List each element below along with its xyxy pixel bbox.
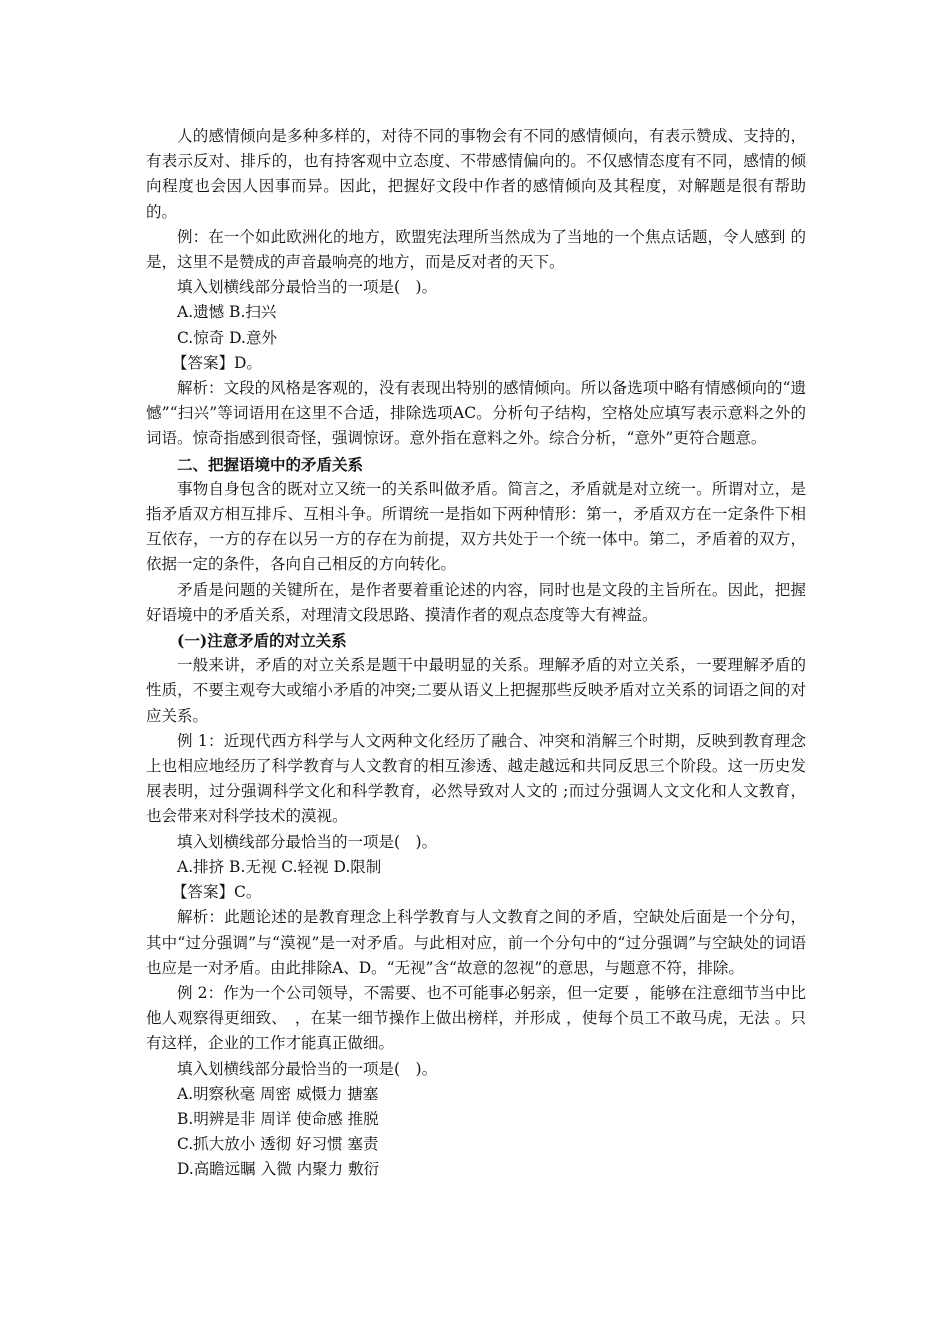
body-paragraph: 矛盾是问题的关键所在，是作者要着重论述的内容，同时也是文段的主旨所在。因此，把握好语境中的矛盾关系，对理清文段思路、摸清作者的观点态度等大有裨益。: [146, 580, 806, 624]
body-paragraph: 一般来讲，矛盾的对立关系是题干中最明显的关系。理解矛盾的对立关系，一要理解矛盾的性质，不要主观夸大或缩小矛盾的冲突;二要从语义上把握那些反映矛盾对立关系的词语之间的对应关系。: [146, 656, 806, 725]
option-line: D.高瞻远瞩 入微 内聚力 敷衍: [177, 1160, 380, 1179]
subsection-heading: (一)注意矛盾的对立关系: [177, 631, 347, 651]
option-line: A.明察秋毫 周密 威慑力 搪塞: [177, 1084, 379, 1103]
answer-line: 【答案】C。: [172, 883, 262, 902]
option-line: A.排挤 B.无视 C.轻视 D.限制: [177, 857, 382, 876]
explanation-paragraph: 解析：此题论述的是教育理念上科学教育与人文教育之间的矛盾，空缺处后面是一个分句，其中“过分强调”与“漠视”是一对矛盾。与此相对应，前一个分句中的“过分强调”与空缺处的词语也应是一对矛盾。由此排除A、D。“无视”含“故意的忽视”的意思，与题意不符，排除。: [146, 908, 806, 977]
question-prompt: 填入划横线部分最恰当的一项是( )。: [177, 1059, 438, 1078]
option-line: A.遗憾 B.扫兴: [177, 303, 277, 322]
option-line: C.惊奇 D.意外: [177, 328, 277, 347]
document-page: [146, 124, 806, 1183]
example-question: 例 2：作为一个公司领导，不需要、也不可能事必躬亲，但一定要 ，能够在注意细节当中比他人观察得更细致、 ，在某一细节操作上做出榜样，并形成 ，使每个员工不敢马虎，无法 。只有这样，企业的工作才能真正做细。: [146, 983, 806, 1053]
answer-line: 【答案】D。: [172, 353, 262, 372]
example-question: 例 1：近现代西方科学与人文两种文化经历了融合、冲突和消解三个时期，反映到教育理念上也相应地经历了科学教育与人文教育的相互渗透、越走越远和共同反思三个阶段。这一历史发展表明，过分强调科学文化和科学教育，必然导致对人文的 ;而过分强调人文文化和人文教育，也会带来对科学技术的漠视。: [146, 731, 806, 826]
question-prompt: 填入划横线部分最恰当的一项是( )。: [177, 832, 438, 851]
body-paragraph: 事物自身包含的既对立又统一的关系叫做矛盾。简言之，矛盾就是对立统一。所谓对立，是指矛盾双方相互排斥、互相斗争。所谓统一是指如下两种情形：第一，矛盾双方在一定条件下相互依存，一方的存在以另一方的存在为前提，双方共处于一个统一体中。第二，矛盾着的双方，依据一定的条件，各向自己相反的方向转化。: [146, 479, 806, 574]
explanation-paragraph: 解析：文段的风格是客观的，没有表现出特别的感情倾向。所以备选项中略有情感倾向的“遗憾”“扫兴”等词语用在这里不合适，排除选项AC。分析句子结构，空格处应填写表示意料之外的词语。惊奇指感到很奇怪，强调惊讶。意外指在意料之外。综合分析，“意外”更符合题意。: [146, 379, 806, 448]
option-line: B.明辨是非 周详 使命感 推脱: [177, 1109, 379, 1128]
intro-paragraph: 人的感情倾向是多种多样的，对待不同的事物会有不同的感情倾向，有表示赞成、支持的，有表示反对、排斥的，也有持客观中立态度、不带感情偏向的。不仅感情态度有不同，感情的倾向程度也会因人因事而异。因此，把握好文段中作者的感情倾向及其程度，对解题是很有帮助的。: [146, 127, 806, 221]
section-heading: 二、把握语境中的矛盾关系: [177, 454, 364, 474]
example-question: 例：在一个如此欧洲化的地方，欧盟宪法理所当然成为了当地的一个焦点话题，令人感到 的是，这里不是赞成的声音最响亮的地方，而是反对者的天下。: [146, 227, 806, 272]
question-prompt: 填入划横线部分最恰当的一项是( )。: [177, 278, 438, 297]
option-line: C.抓大放小 透彻 好习惯 塞责: [177, 1135, 379, 1154]
